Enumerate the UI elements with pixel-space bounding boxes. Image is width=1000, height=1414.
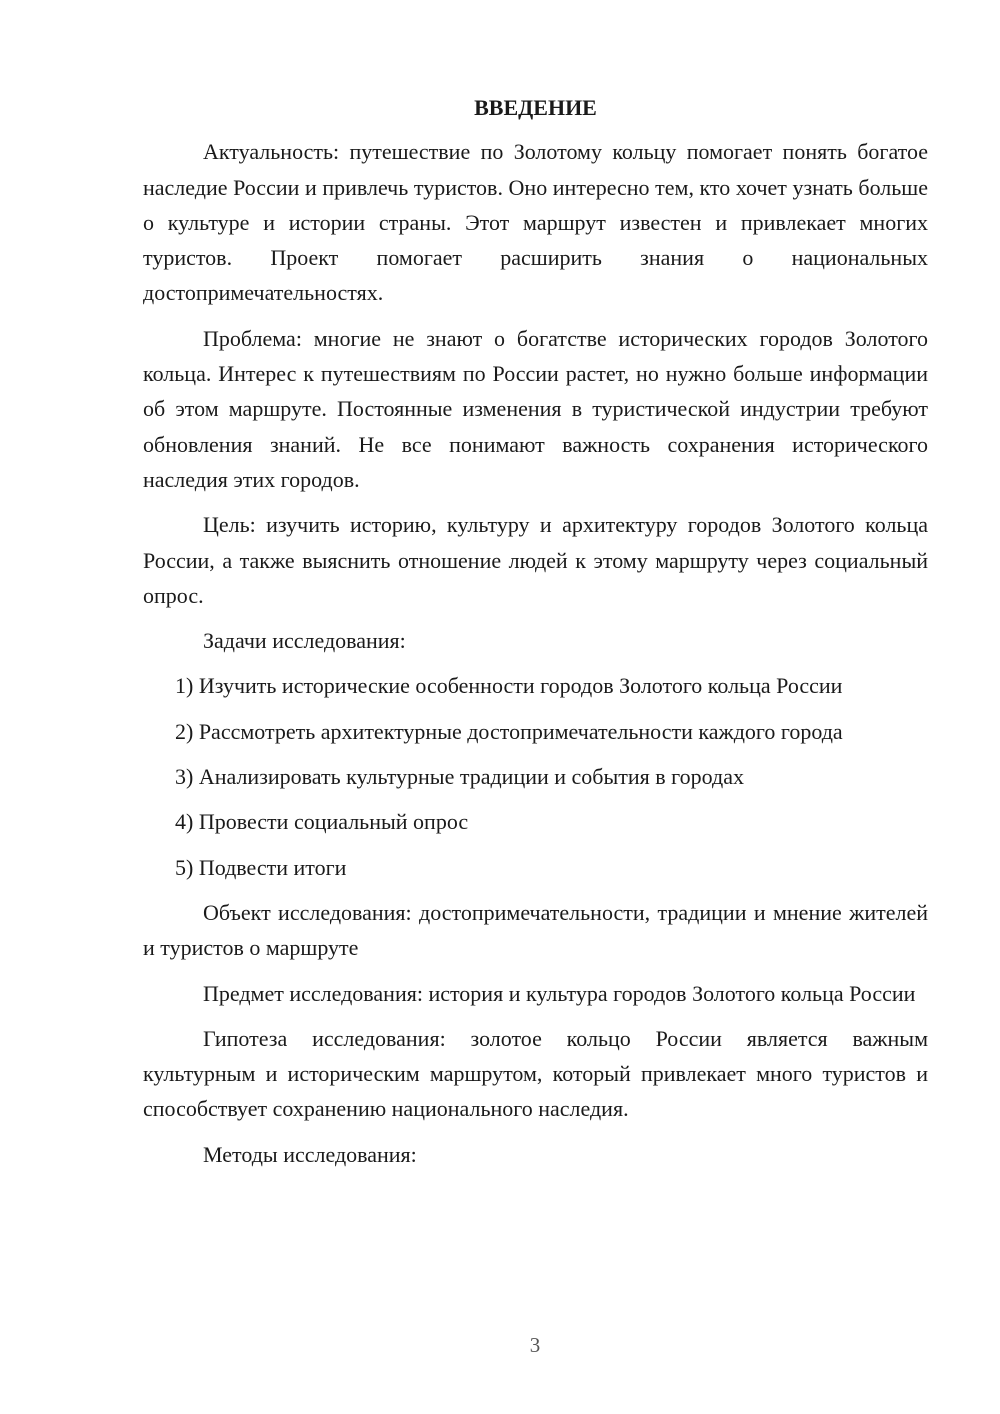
tasks-heading: Задачи исследования:	[203, 628, 406, 654]
task-item: 3) Анализировать культурные традиции и события в городах	[175, 764, 744, 790]
paragraph-subject: Предмет исследования: история и культура городов Золотого кольца России	[203, 980, 916, 1006]
paragraph-problem: Проблема: многие не знают о богатстве исторических городов Золотого кольца. Интерес к путешествиям по России растет, но нужно больше информации об этом маршруте. Постоянные изменения в туристической индустрии требуют обновления знаний. Не все понимают важность сохранения исторического наследия этих городов.	[143, 325, 928, 492]
page-title: ВВЕДЕНИЕ	[474, 95, 597, 120]
paragraph-hypothesis: Гипотеза исследования: золотое кольцо России является важным культурным и историческим маршрутом, который привлекает много туристов и способствует сохранению национального наследия.	[143, 1025, 928, 1122]
task-item: 4) Провести социальный опрос	[175, 809, 469, 835]
page-number: 3	[529, 1333, 541, 1357]
paragraph-object: Объект исследования: достопримечательности, традиции и мнение жителей и туристов о маршруте	[143, 899, 928, 961]
task-item: 5) Подвести итоги	[175, 854, 347, 880]
document-page	[143, 90, 928, 1182]
task-item: 1) Изучить исторические особенности городов Золотого кольца России	[175, 673, 843, 699]
methods-heading: Методы исследования:	[203, 1141, 417, 1167]
paragraph-relevance: Актуальность: путешествие по Золотому кольцу помогает понять богатое наследие России и привлечь туристов. Оно интересно тем, кто хочет узнать больше о культуре и истории страны. Этот маршрут известен и привлекает многих туристов. Проект помогает расширить знания о национальных достопримечательностях.	[143, 139, 928, 306]
paragraph-goal: Цель: изучить историю, культуру и архитектуру городов Золотого кольца России, а также выяснить отношение людей к этому маршруту через социальный опрос.	[143, 512, 928, 608]
task-item: 2) Рассмотреть архитектурные достопримечательности каждого города	[175, 718, 843, 744]
